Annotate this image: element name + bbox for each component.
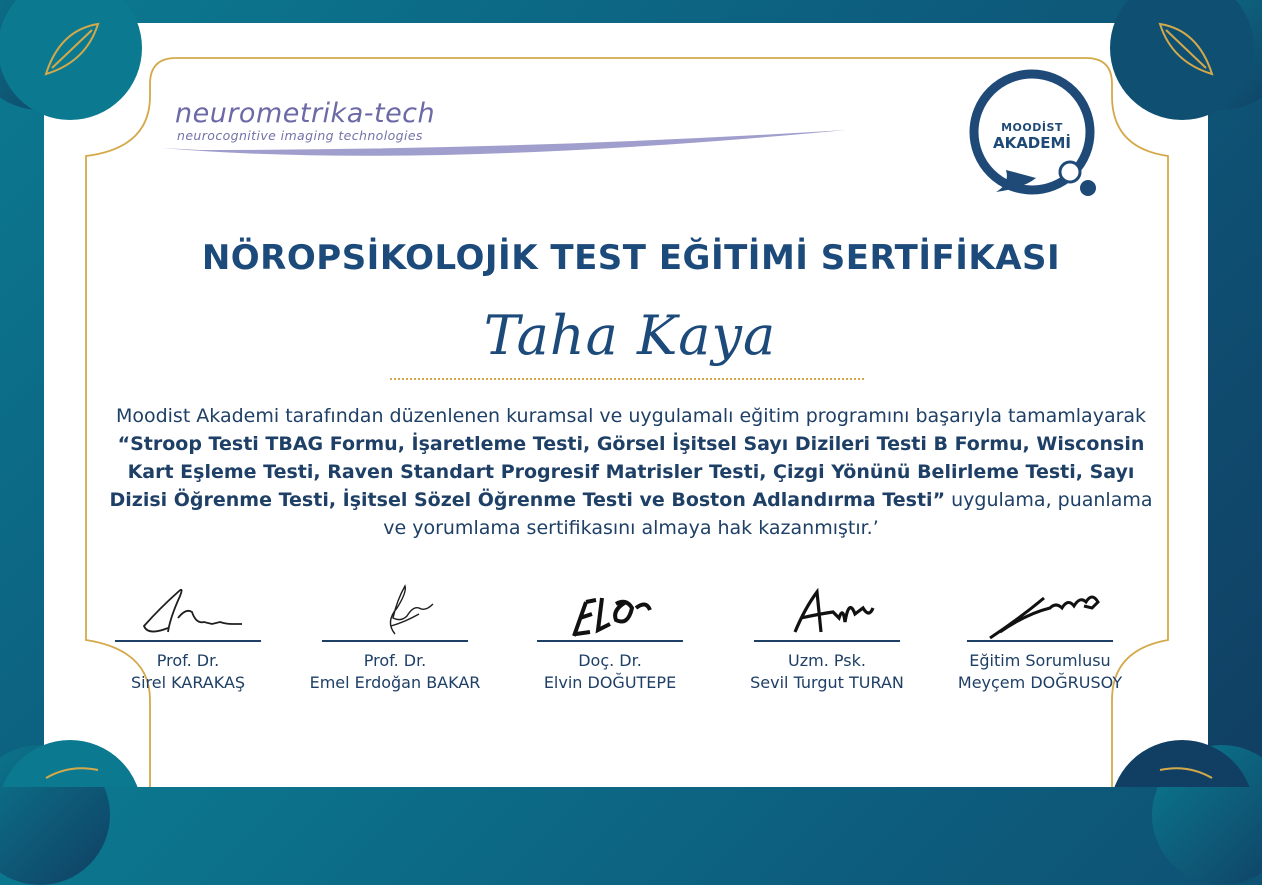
signatory-name: Sevil Turgut TURAN [750,673,904,692]
signatory-5 [940,578,1140,694]
signature-icon [315,578,475,640]
signature-icon [530,578,690,640]
neurometrika-brand-text: neurometrika-tech [175,98,436,129]
signatory-role: Doç. Dr. [578,651,642,670]
signatory-role: Prof. Dr. [363,651,427,670]
moodist-akademi-logo [966,66,1106,201]
signatory-2 [295,578,495,694]
signature-line [754,640,900,642]
signature-row [0,578,1262,708]
signatory-1 [88,578,288,694]
signatory-role: Uzm. Psk. [788,651,866,670]
signature-icon [747,578,907,640]
signature-icon [960,578,1120,640]
signatory-role: Eğitim Sorumlusu [969,651,1111,670]
moodist-logo-line1: MOODİST [1001,121,1063,134]
signature-line [115,640,261,642]
signatory-3 [510,578,710,694]
body-intro: Moodist Akademi tarafından düzenlenen kuramsal ve uygulamalı eğitim programını başarıyla tamamlayarak [115,405,1147,427]
recipient-name: Taha Kaya [483,304,777,367]
body-tests: “Stroop Testi TBAG Formu, İşaretleme Testi, Görsel İşitsel Sayı Dizileri Testi B Formu, Wisconsin Kart Eşleme Testi, Raven Standart Progresif Matrisler Testi, Çizgi Yönünü Belirleme Testi, Sayı Dizisi Öğrenme Testi, İşitsel Sözel Öğrenme Testi ve Boston Adlandırma Testi” [109,433,1145,511]
signature-line [967,640,1113,642]
signature-icon [108,578,268,640]
signatory-name: Sirel KARAKAŞ [130,673,246,692]
signature-line [322,640,468,642]
certificate-title: NÖROPSİKOLOJİK TEST EĞİTİMİ SERTİFİKASI [201,238,1061,278]
neurometrika-logo [175,98,875,178]
signatory-name: Elvin DOĞUTEPE [543,673,677,692]
recipient-block [380,300,880,390]
signatory-name: Emel Erdoğan BAKAR [309,673,481,692]
recipient-underline [390,378,864,380]
moodist-logo-line2: AKADEMİ [992,134,1072,152]
body-outro: uygulama, puanlama ve yorumlama sertifikasını almaya hak kazanmıştır.’ [383,489,1153,539]
signatory-name: Meyçem DOĞRUSOY [957,673,1123,692]
neurometrika-tagline: neurocognitive imaging technologies [177,128,423,143]
signature-line [537,640,683,642]
signatory-role: Prof. Dr. [156,651,220,670]
signatory-4 [727,578,927,694]
certificate-body [96,402,1166,542]
